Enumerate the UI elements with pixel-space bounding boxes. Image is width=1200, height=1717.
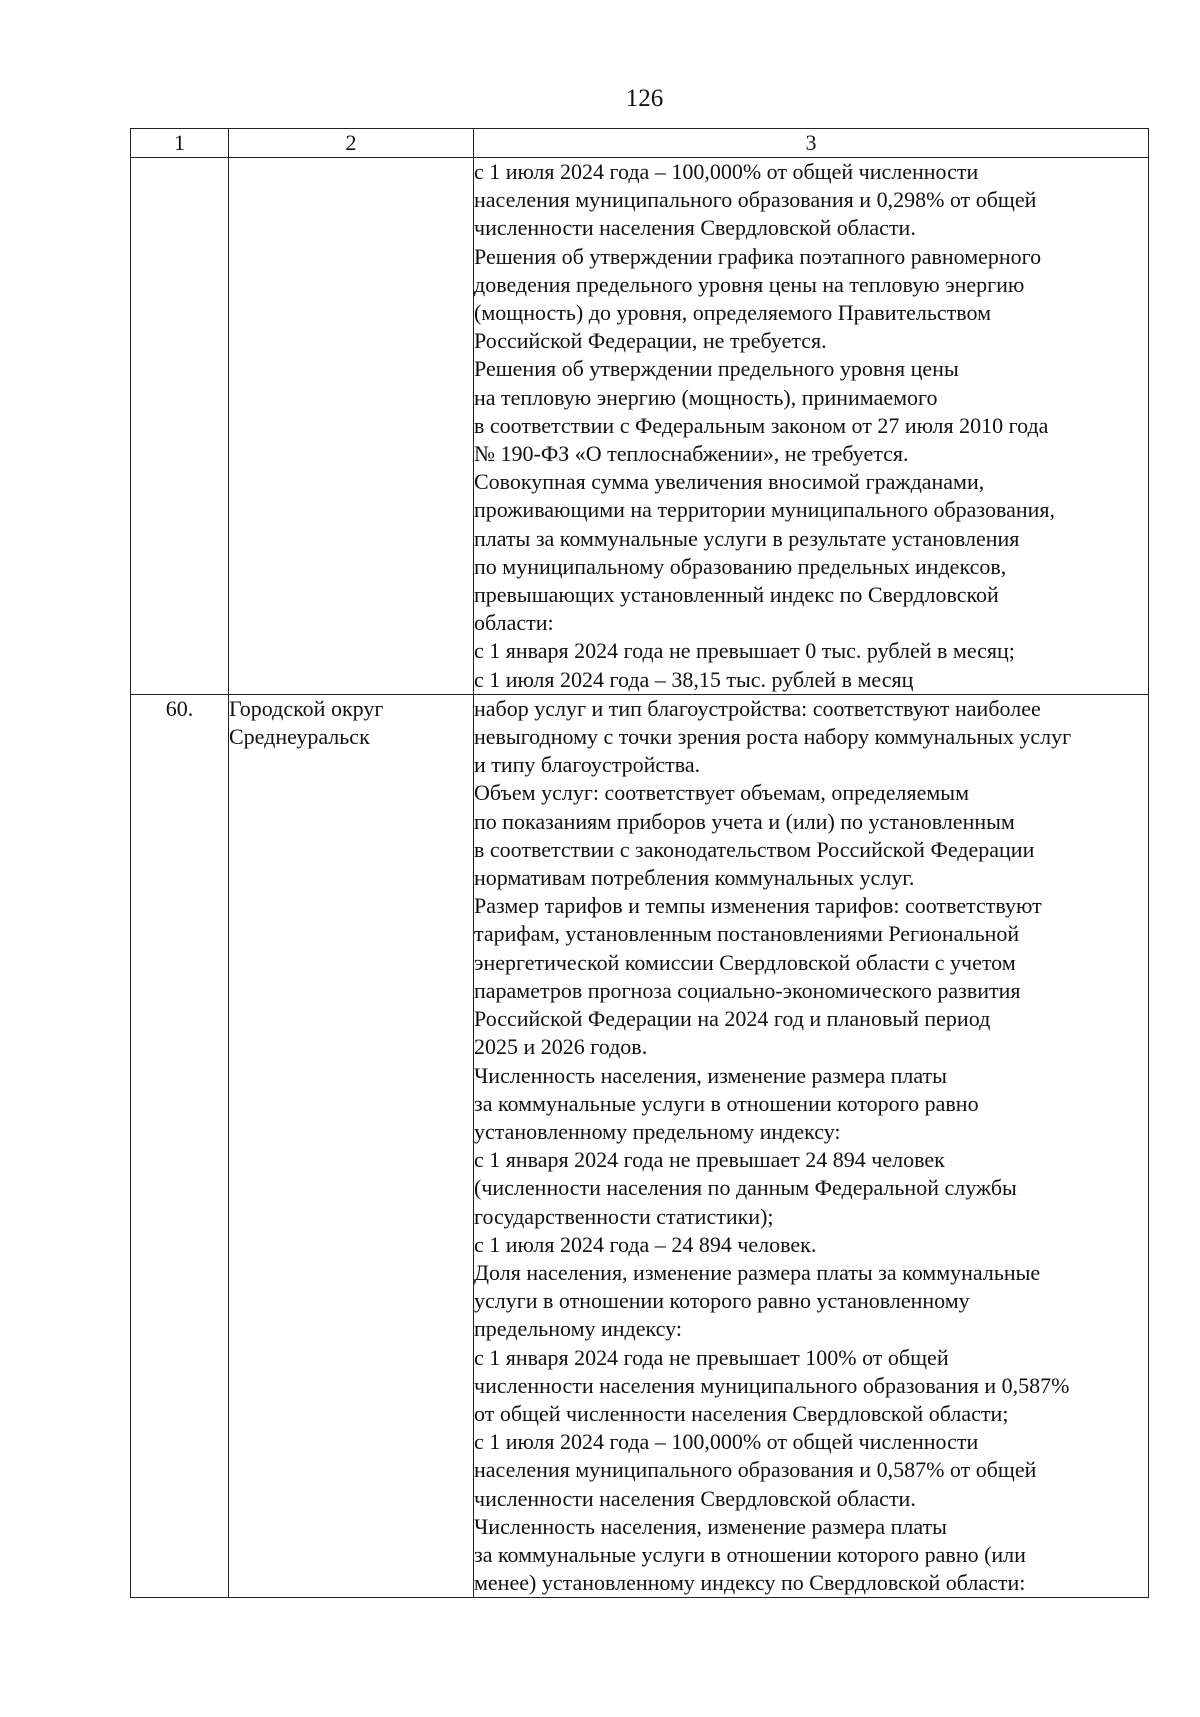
row-description <box>474 694 1149 1598</box>
text-line: 2025 и 2026 годов. <box>474 1034 648 1060</box>
text-line: предельному индексу: <box>474 1316 682 1342</box>
text-line: менее) установленному индексу по Свердловской области: <box>474 1570 1026 1596</box>
header-col-2: 2 <box>229 129 474 158</box>
table-header-row <box>131 129 1149 158</box>
text-line: энергетической комиссии Свердловской области с учетом <box>474 949 1016 975</box>
text-line: превышающих установленный индекс по Свердловской <box>474 582 999 608</box>
text-line: за коммунальные услуги в отношении которого равно (или <box>474 1541 1026 1567</box>
name-line: Среднеуральск <box>229 724 370 750</box>
text-line: доведения предельного уровня цены на тепловую энергию <box>474 271 1025 297</box>
text-line: населения муниципального образования и 0,298% от общей <box>474 187 1037 213</box>
text-line: по муниципальному образованию предельных индексов, <box>474 553 1007 579</box>
text-line: Объем услуг: соответствует объемам, определяемым <box>474 780 970 806</box>
text-line: Российской Федерации, не требуется. <box>474 328 827 354</box>
header-col-3: 3 <box>474 129 1149 158</box>
text-line: нормативам потребления коммунальных услуг. <box>474 865 915 891</box>
text-line: установленному предельному индексу: <box>474 1118 841 1144</box>
text-line: численности населения Свердловской области. <box>474 215 916 241</box>
text-line: Российской Федерации на 2024 год и плановый период <box>474 1006 991 1032</box>
text-line: за коммунальные услуги в отношении которого равно <box>474 1090 979 1116</box>
text-line: (мощность) до уровня, определяемого Правительством <box>474 300 992 326</box>
name-line: Городской округ <box>229 695 384 721</box>
text-line: набор услуг и тип благоустройства: соответствуют наиболее <box>474 695 1041 721</box>
text-line: проживающими на территории муниципального образования, <box>474 497 1056 523</box>
text-line: Решения об утверждении предельного уровня цены <box>474 356 959 382</box>
municipality-name <box>229 158 474 695</box>
row-number <box>131 158 229 695</box>
row-number: 60. <box>131 694 229 1598</box>
text-line: тарифам, установленным постановлениями Региональной <box>474 921 1020 947</box>
table-row <box>131 158 1149 695</box>
text-line: с 1 июля 2024 года – 24 894 человек. <box>474 1231 817 1257</box>
text-line: (численности населения по данным Федеральной службы <box>474 1175 1017 1201</box>
text-line: с 1 января 2024 года не превышает 24 894 человек <box>474 1147 945 1173</box>
text-line: численности населения муниципального образования и 0,587% <box>474 1372 1070 1398</box>
text-line: с 1 июля 2024 года – 100,000% от общей численности <box>474 1429 979 1455</box>
text-line: в соответствии с законодательством Российской Федерации <box>474 836 1035 862</box>
municipality-name <box>229 694 474 1598</box>
text-line: Решения об утверждении графика поэтапного равномерного <box>474 243 1042 269</box>
text-line: по показаниям приборов учета и (или) по установленным <box>474 808 1015 834</box>
text-line: с 1 июля 2024 года – 100,000% от общей численности <box>474 159 979 184</box>
text-line: в соответствии с Федеральным законом от 27 июля 2010 года <box>474 412 1049 438</box>
text-line: с 1 января 2024 года не превышает 0 тыс. рублей в месяц; <box>474 638 1015 664</box>
text-line: населения муниципального образования и 0,587% от общей <box>474 1457 1037 1483</box>
text-line: услуги в отношении которого равно установленному <box>474 1288 970 1314</box>
text-line: Совокупная сумма увеличения вносимой гражданами, <box>474 469 985 495</box>
header-col-1: 1 <box>131 129 229 158</box>
text-line: области: <box>474 610 554 636</box>
page-number: 126 <box>625 85 664 112</box>
text-line: численности населения Свердловской области. <box>474 1485 916 1511</box>
text-line: Размер тарифов и темпы изменения тарифов: соответствуют <box>474 893 1042 919</box>
text-line: Доля населения, изменение размера платы за коммунальные <box>474 1259 1041 1285</box>
table-row <box>131 694 1149 1598</box>
text-line: с 1 января 2024 года не превышает 100% от общей <box>474 1344 949 1370</box>
row-description <box>474 158 1149 695</box>
text-line: и типу благоустройства. <box>474 752 701 778</box>
text-line: на тепловую энергию (мощность), принимаемого <box>474 384 938 410</box>
text-line: Численность населения, изменение размера платы <box>474 1513 947 1539</box>
text-line: государственности статистики); <box>474 1203 774 1229</box>
text-line: параметров прогноза социально-экономического развития <box>474 977 1021 1003</box>
text-line: с 1 июля 2024 года – 38,15 тыс. рублей в месяц <box>474 666 914 692</box>
document-table <box>130 128 1149 1598</box>
text-line: платы за коммунальные услуги в результате установления <box>474 525 1020 551</box>
text-line: Численность населения, изменение размера платы <box>474 1062 947 1088</box>
text-line: невыгодному с точки зрения роста набору коммунальных услуг <box>474 724 1072 750</box>
text-line: от общей численности населения Свердловской области; <box>474 1400 1009 1426</box>
text-line: № 190-ФЗ «О теплоснабжении», не требуется. <box>474 441 909 467</box>
